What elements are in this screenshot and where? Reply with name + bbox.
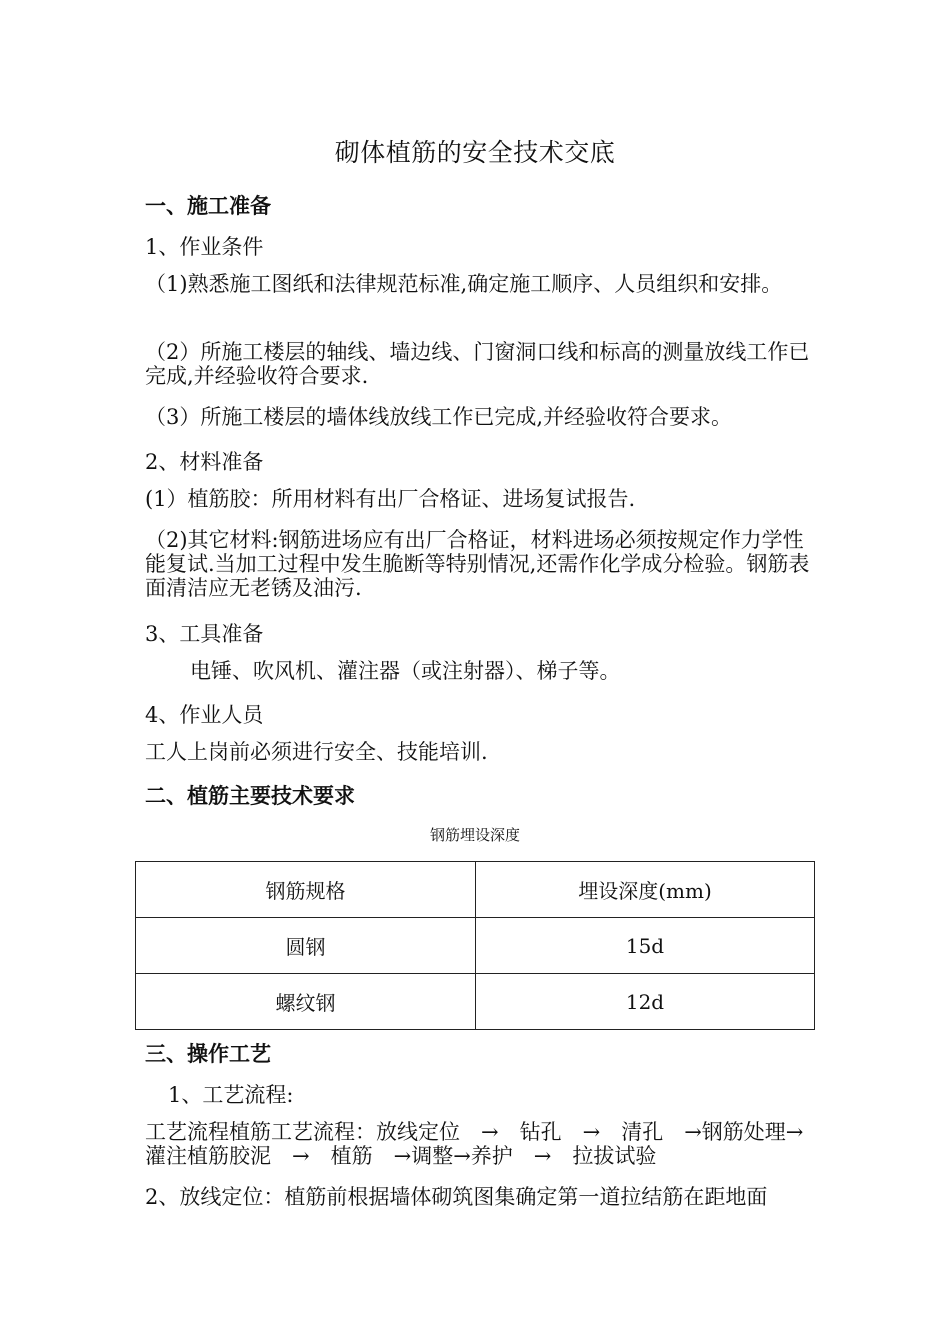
embedment-depth-table: [135, 861, 815, 1030]
table-row: [136, 918, 815, 974]
subheading-work-conditions: 1、作业条件: [145, 235, 264, 259]
subheading-personnel: 4、作业人员: [145, 703, 264, 727]
table-header-cell: 钢筋规格: [136, 862, 476, 918]
paragraph-tools: 电锤、吹风机、灌注器（或注射器）、梯子等。: [190, 659, 621, 683]
paragraph-condition-1: （1)熟悉施工图纸和法律规范标准,确定施工顺序、人员组织和安排。: [145, 272, 783, 296]
paragraph-material-1: (1）植筋胶：所用材料有出厂合格证、进场复试报告.: [145, 487, 636, 511]
table-cell: 圆钢: [136, 918, 476, 974]
subheading-materials: 2、材料准备: [145, 450, 264, 474]
paragraph-material-2: （2)其它材料:钢筋进场应有出厂合格证，材料进场必须按规定作力学性能复试.当加工过程中发生脆断等特别情况,还需作化学成分检验。钢筋表面清洁应无老锈及油污.: [145, 528, 810, 600]
paragraph-process-flow: 工艺流程植筋工艺流程：放线定位 → 钻孔 → 清孔 →钢筋处理→灌注植筋胶泥 → 植筋 →调整→养护 → 拉拔试验: [145, 1120, 804, 1168]
subheading-tools: 3、工具准备: [145, 622, 264, 646]
table-header-cell: 埋设深度(mm): [476, 862, 815, 918]
table-header-row: [136, 862, 815, 918]
section-heading-operation-process: 三、操作工艺: [145, 1042, 271, 1066]
paragraph-personnel: 工人上岗前必须进行安全、技能培训.: [145, 740, 488, 764]
section-heading-preparation: 一、施工准备: [145, 194, 271, 218]
table-row: [136, 974, 815, 1030]
table-cell: 螺纹钢: [136, 974, 476, 1030]
paragraph-layout-positioning: 2、放线定位：植筋前根据墙体砌筑图集确定第一道拉结筋在距地面: [145, 1185, 768, 1209]
section-heading-technical-requirements: 二、植筋主要技术要求: [145, 784, 355, 808]
paragraph-condition-2: （2）所施工楼层的轴线、墙边线、门窗洞口线和标高的测量放线工作已完成,并经验收符合要求.: [145, 340, 810, 388]
subheading-process-flow: 1、工艺流程:: [168, 1083, 294, 1107]
table-cell: 12d: [476, 974, 815, 1030]
page-title: 砌体植筋的安全技术交底: [334, 138, 616, 167]
table-caption: 钢筋埋设深度: [429, 826, 520, 844]
table-cell: 15d: [476, 918, 815, 974]
paragraph-condition-3: （3）所施工楼层的墙体线放线工作已完成,并经验收符合要求。: [145, 405, 733, 429]
